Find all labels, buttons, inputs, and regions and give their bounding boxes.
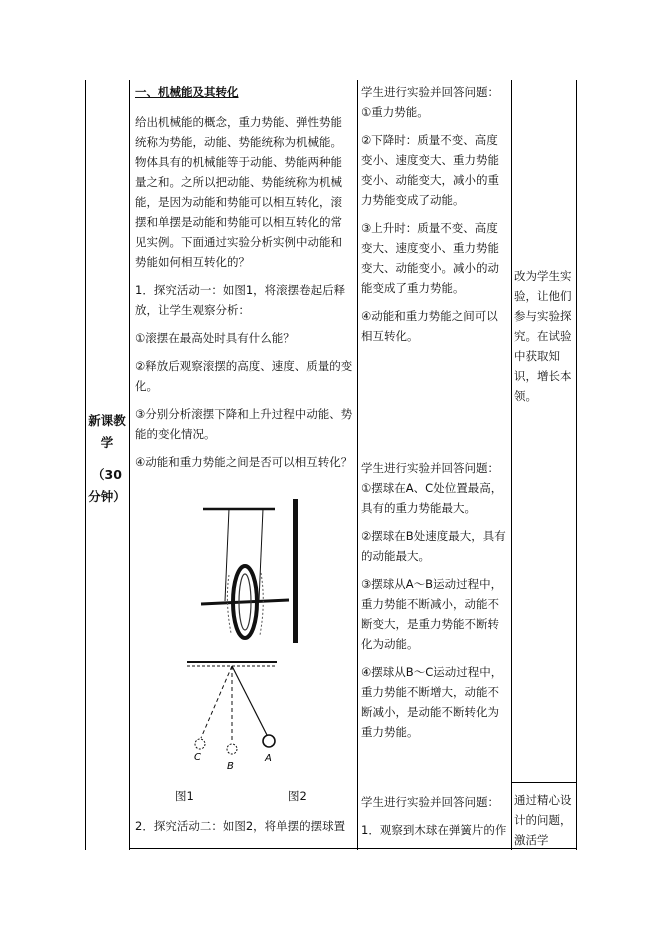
student-intro-3: 学生进行实验并回答问题： bbox=[361, 795, 499, 809]
figure-illustrations bbox=[185, 495, 345, 785]
figure-two-caption: 图2 bbox=[288, 789, 307, 803]
pendulum-label-a: A bbox=[265, 753, 272, 764]
teacher-activity-cell bbox=[135, 82, 353, 472]
table-border-left bbox=[85, 80, 86, 850]
design-note-1: 改为学生实验，让他们参与实验探究。在试验中获取知识，增长本领。 bbox=[514, 269, 572, 403]
question-four: ④动能和重力势能之间是否可以相互转化？ bbox=[135, 455, 353, 469]
answer-3-1: 1．观察到木球在弹簧片的作 bbox=[361, 823, 507, 837]
student-intro-1: 学生进行实验并回答问题： bbox=[361, 85, 499, 99]
question-three: ③分别分析滚摆下降和上升过程中动能、势能的变化情况。 bbox=[135, 407, 353, 441]
stage-cell bbox=[87, 410, 127, 508]
design-intent-note-2 bbox=[514, 790, 574, 850]
answer-1-3: ③上升时：质量不变、高度变大、速度变小、重力势能变大、动能变小。减小的动能变成了重力势能。 bbox=[361, 221, 499, 295]
student-intro-2: 学生进行实验并回答问题： bbox=[361, 461, 499, 475]
table-divider-1 bbox=[129, 80, 130, 850]
answer-2-2: ②摆球在B处速度最大，具有的动能最大。 bbox=[361, 529, 506, 563]
table-row-divider bbox=[511, 782, 577, 783]
question-two: ②释放后观察滚摆的高度、速度、质量的变化。 bbox=[135, 359, 353, 393]
activity-two-text bbox=[135, 816, 353, 836]
figure-one-caption: 图1 bbox=[175, 789, 194, 803]
table-border-bottom bbox=[129, 848, 577, 849]
student-activity-block-2 bbox=[361, 458, 507, 742]
answer-2-3: ③摆球从A～B运动过程中，重力势能不断减小，动能不断变大，是重力势能不断转化为动能。 bbox=[361, 577, 503, 651]
design-intent-note-1 bbox=[514, 266, 574, 406]
activity-one: 1．探究活动一：如图1，将滚摆卷起后释放，让学生观察分析： bbox=[135, 283, 346, 317]
table-divider-3 bbox=[511, 80, 512, 850]
pendulum-label-c: C bbox=[194, 752, 201, 763]
answer-2-1: ①摆球在A、C处位置最高，具有的重力势能最大。 bbox=[361, 481, 503, 515]
intro-paragraph: 给出机械能的概念，重力势能、弹性势能统称为势能，动能、势能统称为机械能。物体具有的机械能等于动能、势能两种能量之和。之所以把动能、势能统称为机械能，是因为动能和势能可以相互转化，滚摆和单摆是动能和势能可以相互转化的常见实例。下面通过实验分析实例中动能和势能如何相互转化的？ bbox=[135, 115, 342, 269]
question-one: ①滚摆在最高处时具有什么能？ bbox=[135, 331, 295, 345]
stage-name: 新课教学 bbox=[88, 413, 126, 450]
design-note-2: 通过精心设计的问题，激活学 bbox=[514, 793, 572, 847]
answer-1-4: ④动能和重力势能之间可以相互转化。 bbox=[361, 309, 498, 343]
student-activity-block-3 bbox=[361, 792, 507, 840]
answer-1-2: ②下降时：质量不变、高度变小、速度变大、重力势能变小、动能变大，减小的重力势能变成了动能。 bbox=[361, 133, 499, 207]
stage-time: （30分钟） bbox=[88, 467, 126, 504]
simple-pendulum-figure bbox=[187, 662, 277, 772]
answer-2-4: ④摆球从B～C运动过程中，重力势能不断增大，动能不断减小，是动能不断转化为重力势能。 bbox=[361, 665, 503, 739]
answer-1-1: ①重力势能。 bbox=[361, 105, 429, 119]
section-heading: 一、机械能及其转化 bbox=[135, 85, 239, 99]
table-divider-2 bbox=[357, 80, 358, 850]
maxwell-pendulum-figure bbox=[201, 499, 298, 643]
student-activity-block-1 bbox=[361, 82, 507, 346]
lesson-table bbox=[85, 80, 577, 850]
table-border-right bbox=[576, 80, 577, 850]
activity-two: 2．探究活动二：如图2，将单摆的摆球置 bbox=[135, 819, 346, 833]
pendulum-label-b: B bbox=[227, 761, 234, 772]
